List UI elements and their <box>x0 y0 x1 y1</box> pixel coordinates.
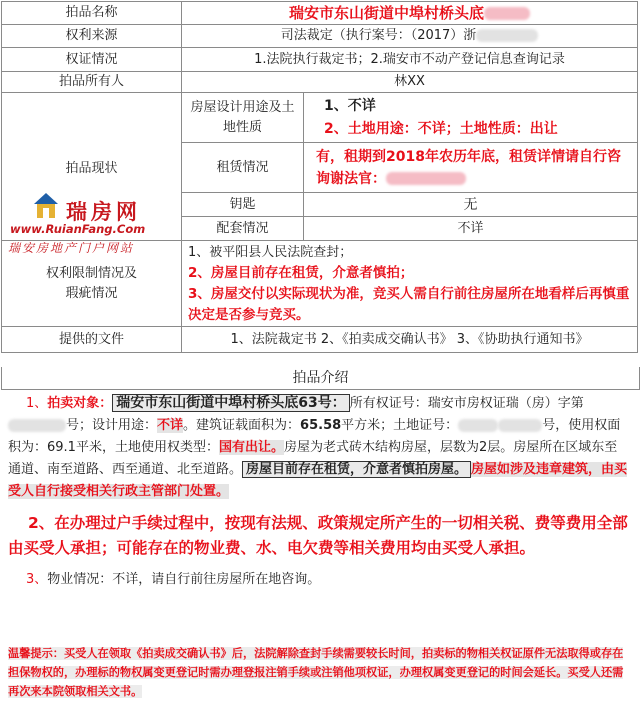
p1-text-6: 房屋为老式砖木结构房屋，层数为2层。房屋所在区域东至通道、南至道路、西至通道、北至道路。 <box>8 440 618 477</box>
intro-paragraph-3 <box>8 569 630 591</box>
intro-paragraph-1 <box>8 392 630 503</box>
p1-text-2: 号；设计用途： <box>66 418 158 433</box>
owner-value: 林XX <box>182 72 638 93</box>
logo-slogan: 瑞安房地产门户网站 <box>8 241 135 255</box>
row-rights-source <box>2 25 638 48</box>
design-use-1: 1、不详 <box>324 97 376 114</box>
row-owner <box>2 72 638 93</box>
key-value: 无 <box>304 193 638 217</box>
design-use-2: 2、土地用途：不详；土地性质：出让 <box>324 120 558 137</box>
redacted-mark <box>458 419 498 432</box>
section-title: 拍品介绍 <box>1 367 640 390</box>
certificate-label: 权证情况 <box>2 48 182 72</box>
p1-text-3: 。建筑证载面积为： <box>183 418 301 433</box>
item-name-value: 瑞安市东山街道中埠村桥头底 <box>288 4 484 22</box>
design-use-label: 房屋设计用途及土地性质 <box>182 93 304 143</box>
p1-area: 65.58 <box>300 418 342 433</box>
p1-cert: 所有权证号：瑞安市房权证瑞（房）字第 <box>349 396 584 411</box>
p3-text: 物业情况：不详，请自行前往房屋所在地咨询。 <box>47 572 321 587</box>
redacted-mark <box>8 419 66 432</box>
facilities-label: 配套情况 <box>182 217 304 241</box>
redacted-mark <box>498 419 542 432</box>
restriction-3: 3、房屋交付以实际现状为准，竞买人需自行前往房屋所在地看样后再慎重决定是否参与竞买。 <box>188 285 630 323</box>
warm-tip-text: 温馨提示：买受人在领取《拍卖成交确认书》后，法院解除查封手续需要较长时间，拍卖标的物相关权证原件无法取得或存在担保物权的，办理标的物权属变更登记时需办理登报注销手续或注销他项权证，办理权属变更登记的时间会延长。买受人还需再次来本院领取相关文书。 <box>8 647 624 698</box>
rights-source-label: 权利来源 <box>2 25 182 48</box>
restriction-2: 2、房屋目前存在租赁，介意者慎拍； <box>188 264 414 281</box>
p1-address: 瑞安市东山街道中埠村桥头底63号： <box>112 394 349 412</box>
row-item-name <box>2 2 638 25</box>
p1-warning-illegal: 房屋如涉及违章建筑，由买受人自行接受相关行政主管部门处置。 <box>8 462 628 499</box>
item-name-label: 拍品名称 <box>2 2 182 25</box>
redacted-mark <box>484 7 530 20</box>
certificate-value: 1.法院执行裁定书；2.瑞安市不动产登记信息查询记录 <box>182 48 638 72</box>
restrictions-label: 权利限制情况及瑕疵情况 <box>2 241 182 327</box>
documents-label: 提供的文件 <box>2 327 182 353</box>
p1-text-5: 号，使用权面积为：69.1平米，土地使用权类型： <box>8 418 621 455</box>
lease-label: 租赁情况 <box>182 143 304 193</box>
ruianfang-watermark-logo <box>2 186 190 264</box>
owner-label: 拍品所有人 <box>2 72 182 93</box>
house-logo-icon <box>32 190 60 220</box>
rights-source-value: 司法裁定（执行案号：（2017）浙 <box>280 28 477 43</box>
row-documents <box>2 327 638 353</box>
lease-value: 有，租期到2018年农历年底，租赁详情请自行咨询谢法官： <box>316 148 621 187</box>
p1-warning-lease: 房屋目前存在租赁，介意者慎拍房屋。 <box>242 461 471 478</box>
redacted-mark <box>386 172 466 185</box>
row-design-use <box>2 93 638 143</box>
redacted-mark <box>476 29 538 42</box>
warm-tip <box>8 644 632 701</box>
p1-landtype: 国有出让。 <box>218 440 284 455</box>
logo-url: www.RuianFang.Com <box>10 222 146 236</box>
status-label: 拍品现状 <box>2 93 182 241</box>
key-label: 钥匙 <box>182 193 304 217</box>
p1-label: 拍卖对象： <box>47 396 113 411</box>
p1-num: 1、 <box>26 396 48 411</box>
logo-name: 瑞房网 <box>66 199 141 224</box>
auction-info-table <box>1 1 638 353</box>
p1-text-4: 平方米；土地证号： <box>341 418 459 433</box>
p1-use: 不详 <box>157 418 184 433</box>
documents-value: 1、法院裁定书 2、《拍卖成交确认书》 3、《协助执行通知书》 <box>182 327 638 353</box>
restriction-1: 1、被平阳县人民法院查封； <box>188 244 353 260</box>
intro-body <box>8 392 630 591</box>
facilities-value: 不详 <box>304 217 638 241</box>
p3-num: 3、 <box>26 572 48 587</box>
intro-paragraph-2: 2、在办理过户手续过程中，按现有法规、政策规定所产生的一切相关税、费等费用全部由买受人承担；可能存在的物业费、水、电欠费等相关费用均由买受人承担。 <box>8 514 628 557</box>
row-certificate <box>2 48 638 72</box>
